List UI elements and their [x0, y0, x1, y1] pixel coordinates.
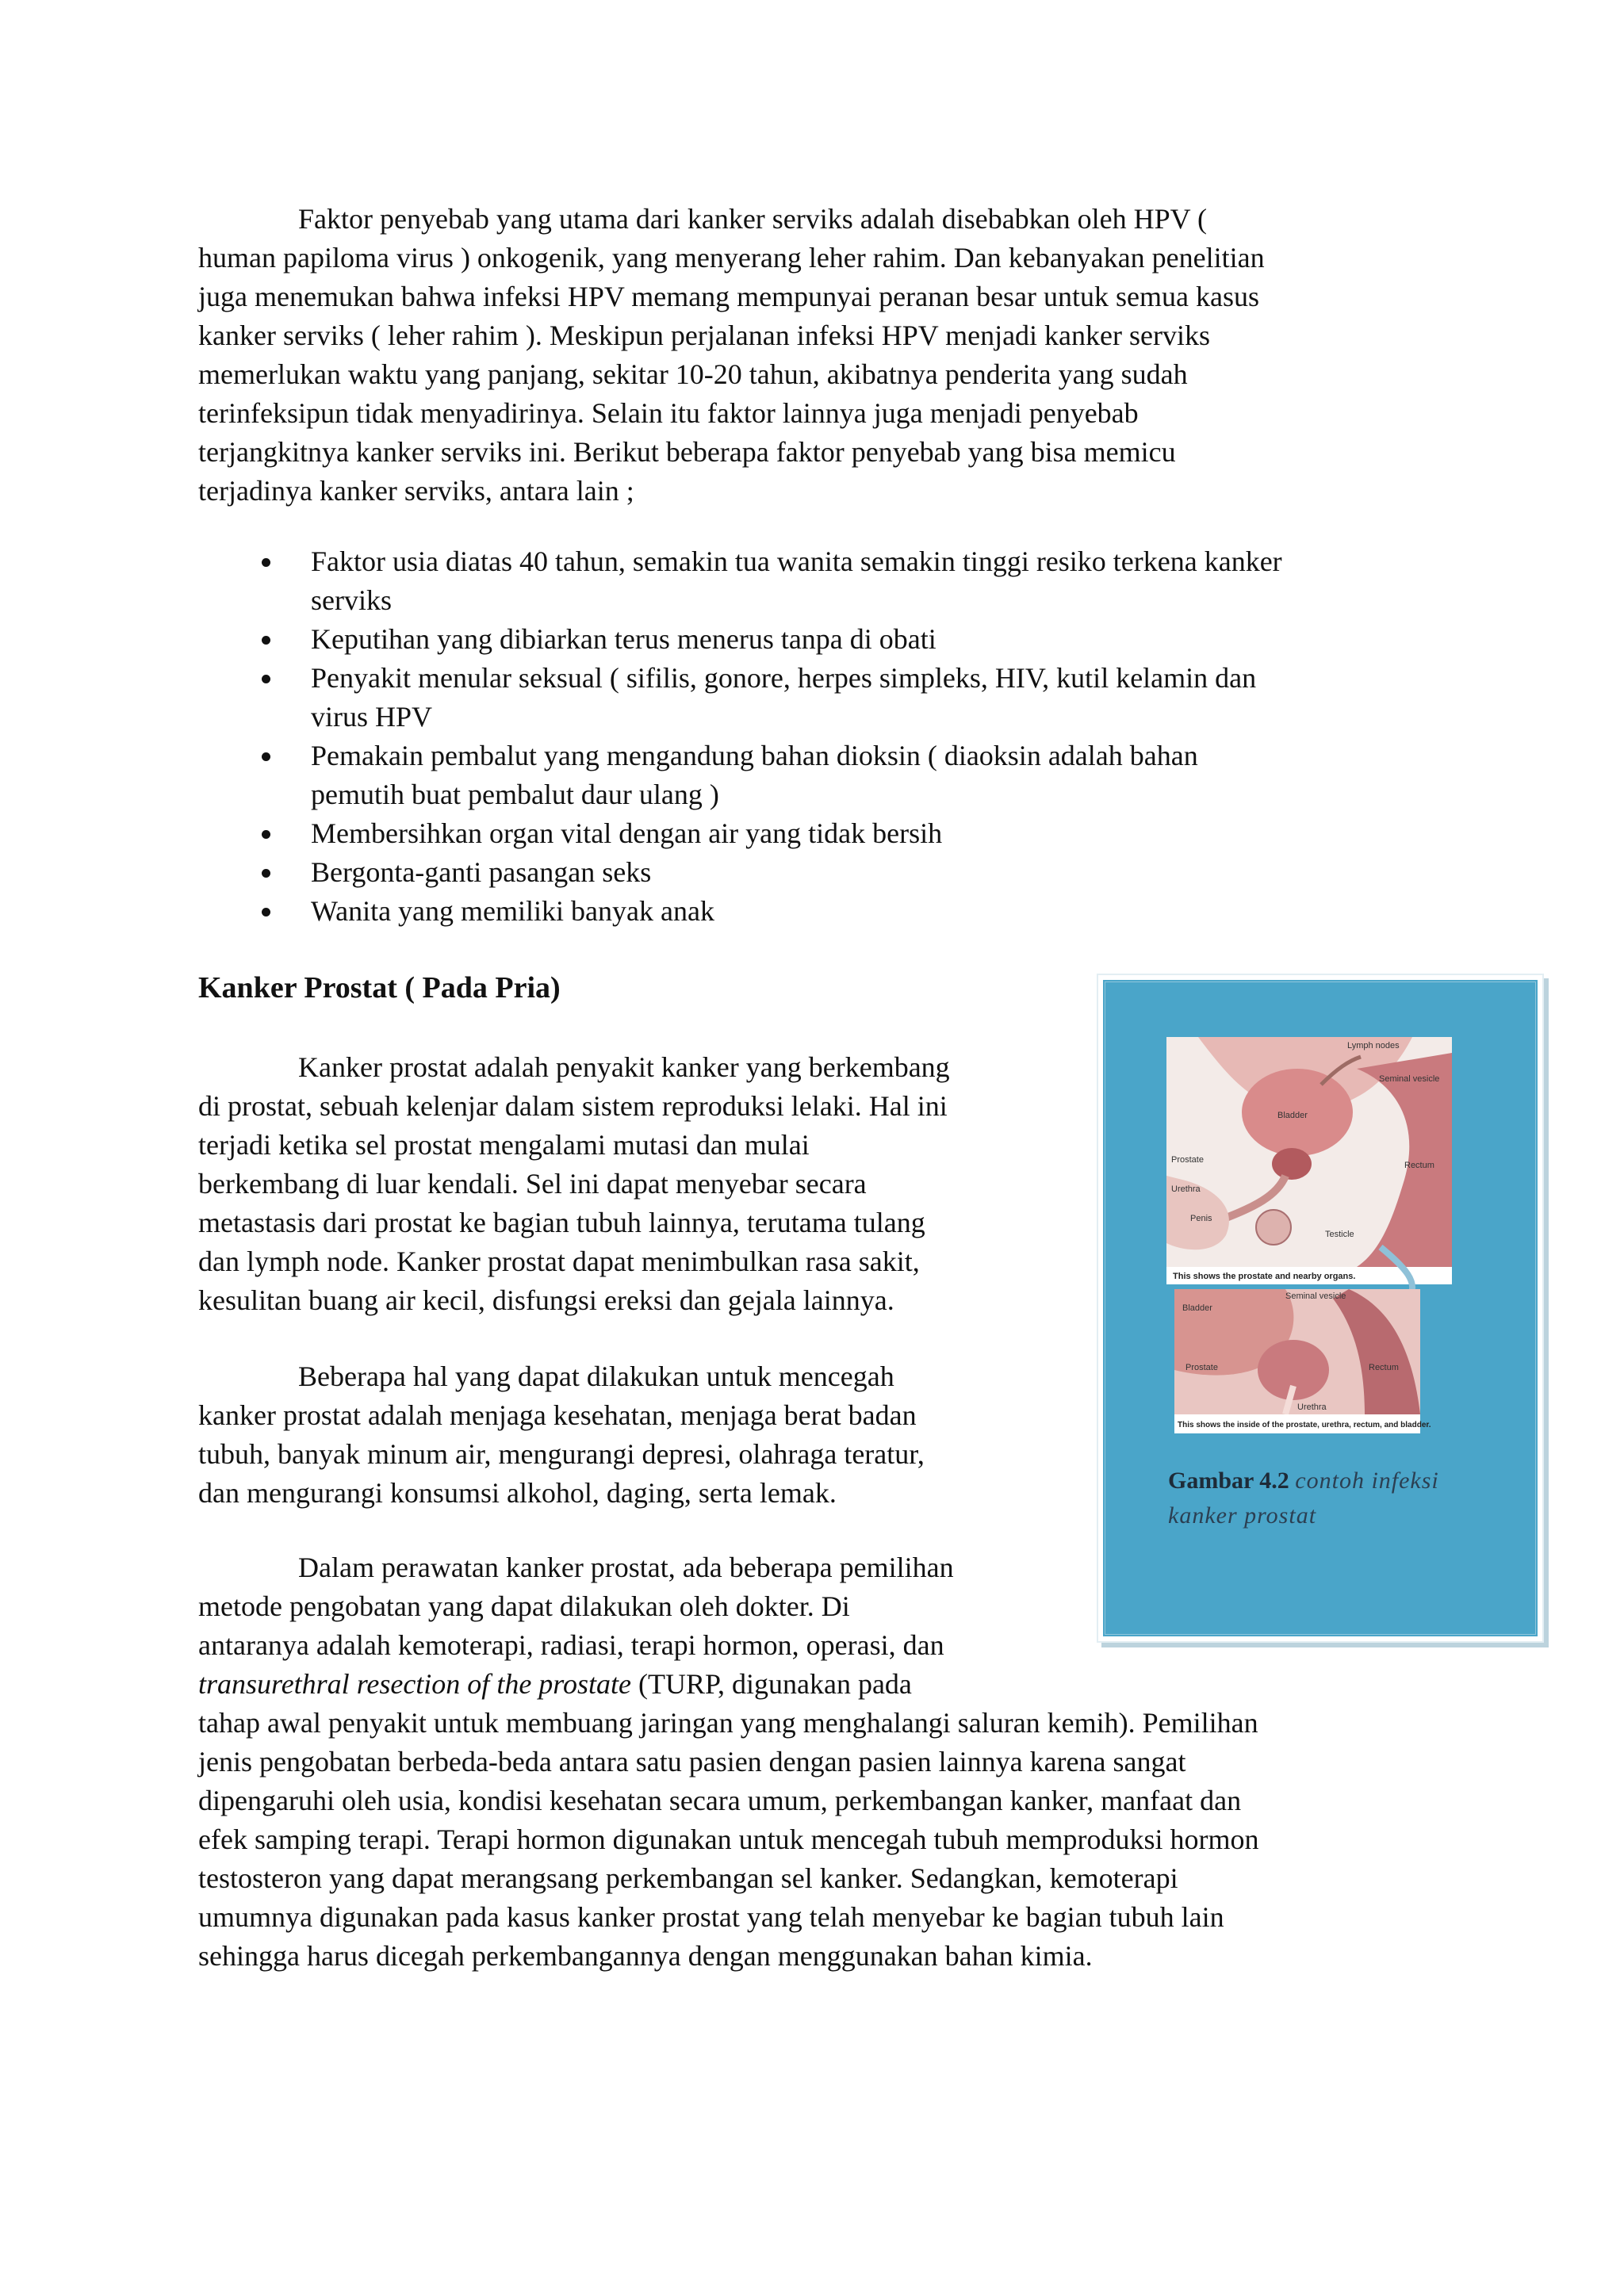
list-item	[254, 737, 1443, 814]
prostate-anatomy-illustration	[1166, 1037, 1452, 1433]
label-seminal-vesicle: Seminal vesicle	[1379, 1074, 1440, 1084]
text-line: Faktor penyebab yang utama dari kanker serviks adalah disebabkan oleh HPV (	[298, 203, 1207, 235]
list-item	[254, 659, 1443, 737]
bullet-icon	[262, 636, 270, 645]
prostate-shape	[1272, 1148, 1312, 1180]
text-line: metastasis dari prostat ke bagian tubuh lainnya, terutama tulang	[198, 1207, 925, 1238]
section-heading: Kanker Prostat ( Pada Pria)	[198, 971, 561, 1004]
italic-term: transurethral resection of the prostate	[198, 1668, 631, 1700]
text-line: Kanker prostat adalah penyakit kanker yang berkembang	[298, 1051, 950, 1083]
text-line: di prostat, sebuah kelenjar dalam sistem reproduksi lelaki. Hal ini	[198, 1090, 948, 1122]
bullet-icon	[262, 675, 270, 683]
text-line: umumnya digunakan pada kasus kanker prostat yang telah menyebar ke bagian tubuh lain	[198, 1901, 1224, 1933]
list-item-text: serviks	[311, 584, 392, 616]
paragraph-prostate-prevention	[198, 1357, 1078, 1513]
text-line: tubuh, banyak minum air, mengurangi depresi, olahraga teratur,	[198, 1438, 925, 1470]
label-urethra-bottom: Urethra	[1297, 1402, 1327, 1412]
text-line: terjangkitnya kanker serviks ini. Berikut beberapa faktor penyebab yang bisa memicu	[198, 436, 1176, 468]
label-prostate: Prostate	[1171, 1155, 1204, 1165]
text-line: memerlukan waktu yang panjang, sekitar 10-20 tahun, akibatnya penderita yang sudah	[198, 358, 1188, 390]
label-rectum-bottom: Rectum	[1369, 1363, 1399, 1372]
text-line: jenis pengobatan berbeda-beda antara satu pasien dengan pasien lainnya karena sangat	[198, 1746, 1186, 1777]
caption-text: contoh infeksi	[1295, 1468, 1439, 1494]
list-item-text: Pemakain pembalut yang mengandung bahan dioksin ( diaoksin adalah bahan	[311, 740, 1198, 771]
list-item	[254, 542, 1443, 620]
list-item	[254, 853, 1443, 892]
list-item	[254, 892, 1443, 931]
text-line: Dalam perawatan kanker prostat, ada beberapa pemilihan	[298, 1552, 954, 1583]
label-urethra: Urethra	[1171, 1184, 1201, 1194]
risk-factor-list	[254, 542, 1443, 931]
list-item	[254, 620, 1443, 659]
bottom-illustration	[1174, 1289, 1431, 1433]
text-line: tahap awal penyakit untuk membuang jaringan yang menghalangi saluran kemih). Pemilihan	[198, 1707, 1258, 1739]
bottom-illustration-note: This shows the inside of the prostate, urethra, rectum, and bladder.	[1178, 1421, 1431, 1429]
paragraph-cervical-causes	[198, 200, 1435, 511]
paragraph-prostate-definition	[198, 1048, 1078, 1320]
caption-text: kanker prostat	[1168, 1502, 1317, 1529]
list-item-text: Bergonta-ganti pasangan seks	[311, 856, 652, 888]
text-line: dipengaruhi oleh usia, kondisi kesehatan secara umum, perkembangan kanker, manfaat dan	[198, 1785, 1242, 1816]
label-seminal-bottom: Seminal vesicle	[1285, 1292, 1346, 1301]
figure-panel	[1097, 974, 1544, 1643]
bullet-icon	[262, 752, 270, 761]
list-item	[254, 814, 1443, 853]
label-bladder: Bladder	[1277, 1111, 1308, 1120]
label-lymph-nodes: Lymph nodes	[1347, 1041, 1400, 1050]
figure-caption	[1168, 1464, 1509, 1533]
list-item-text: Penyakit menular seksual ( sifilis, gonore, herpes simpleks, HIV, kutil kelamin dan	[311, 662, 1257, 694]
text-line: kanker serviks ( leher rahim ). Meskipun perjalanan infeksi HPV menjadi kanker serviks	[198, 320, 1210, 351]
text-line: kanker prostat adalah menjaga kesehatan, menjaga berat badan	[198, 1399, 917, 1431]
label-prostate-bottom: Prostate	[1185, 1363, 1218, 1372]
list-item-text: Keputihan yang dibiarkan terus menerus tanpa di obati	[311, 623, 936, 655]
list-item-text: Wanita yang memiliki banyak anak	[311, 895, 714, 927]
text-line: testosteron yang dapat merangsang perkembangan sel kanker. Sedangkan, kemoterapi	[198, 1862, 1178, 1894]
text-line: berkembang di luar kendali. Sel ini dapat menyebar secara	[198, 1168, 867, 1200]
list-item-text: virus HPV	[311, 701, 433, 733]
top-illustration-note: This shows the prostate and nearby organs.	[1173, 1272, 1356, 1281]
text-line: metode pengobatan yang dapat dilakukan oleh dokter. Di	[198, 1590, 850, 1622]
text-line: juga menemukan bahwa infeksi HPV memang mempunyai peranan besar untuk semua kasus	[198, 281, 1259, 312]
list-item-text: pemutih buat pembalut daur ulang )	[311, 779, 719, 810]
list-item-text: Membersihkan organ vital dengan air yang tidak bersih	[311, 817, 943, 849]
label-rectum: Rectum	[1404, 1161, 1434, 1170]
text-line: human papiloma virus ) onkogenik, yang menyerang leher rahim. Dan kebanyakan penelitian	[198, 242, 1265, 274]
bullet-icon	[262, 830, 270, 839]
text-line: terinfeksipun tidak menyadirinya. Selain itu faktor lainnya juga menjadi penyebab	[198, 397, 1139, 429]
bullet-icon	[262, 908, 270, 916]
text-line: efek samping terapi. Terapi hormon digunakan untuk mencegah tubuh memproduksi hormon	[198, 1823, 1259, 1855]
label-penis: Penis	[1190, 1214, 1212, 1223]
text-line: terjadinya kanker serviks, antara lain ;	[198, 475, 634, 507]
text-line: dan mengurangi konsumsi alkohol, daging, serta lemak.	[198, 1477, 837, 1509]
label-bladder-bottom: Bladder	[1182, 1303, 1212, 1313]
text-line: sehingga harus dicegah perkembangannya dengan menggunakan bahan kimia.	[198, 1940, 1093, 1972]
bullet-icon	[262, 869, 270, 878]
text-line: dan lymph node. Kanker prostat dapat menimbulkan rasa sakit,	[198, 1246, 920, 1277]
label-testicle: Testicle	[1325, 1230, 1354, 1239]
text-line: antaranya adalah kemoterapi, radiasi, terapi hormon, operasi, dan	[198, 1629, 944, 1661]
text-line: terjadi ketika sel prostat mengalami mutasi dan mulai	[198, 1129, 810, 1161]
text-fragment: (TURP, digunakan pada	[630, 1668, 912, 1700]
bullet-icon	[262, 558, 270, 567]
list-item-text: Faktor usia diatas 40 tahun, semakin tua wanita semakin tinggi resiko terkena kanker	[311, 545, 1282, 577]
testicle-shape	[1256, 1210, 1291, 1245]
text-line: Beberapa hal yang dapat dilakukan untuk mencegah	[298, 1360, 894, 1392]
caption-figure-number: Gambar 4.2	[1168, 1468, 1289, 1494]
text-line	[198, 1665, 1435, 1704]
top-illustration	[1166, 1037, 1452, 1284]
text-line: kesulitan buang air kecil, disfungsi ereksi dan gejala lainnya.	[198, 1284, 894, 1316]
